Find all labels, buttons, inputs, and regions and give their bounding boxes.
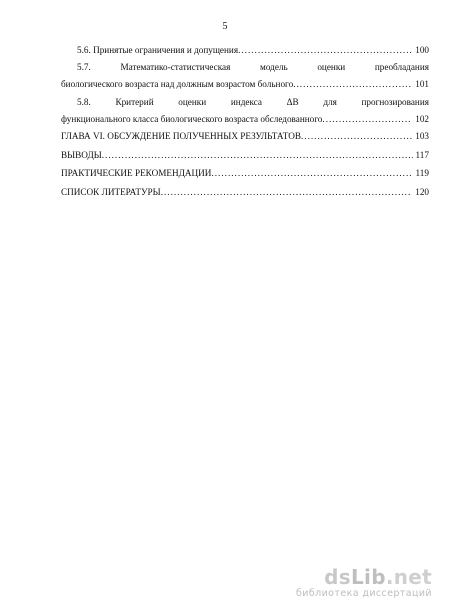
toc-entry-5-8[interactable]	[61, 96, 429, 126]
leader-dots	[293, 78, 412, 91]
toc-page-number: 103	[415, 131, 429, 141]
leader-dots	[161, 186, 413, 199]
toc-entry-line	[61, 61, 429, 74]
toc-entry-title: функционального класса биологического возраста обследованного	[61, 114, 323, 124]
toc-entry-title: ГЛАВА VI. ОБСУЖДЕНИЕ ПОЛУЧЕННЫХ РЕЗУЛЬТАТОВ	[61, 131, 301, 141]
toc-word: оценки	[178, 97, 207, 107]
leader-dots	[102, 149, 413, 162]
toc-word: ΔВ	[286, 97, 299, 107]
toc-word: оценки	[317, 62, 346, 72]
logo-ds: ds	[324, 565, 351, 589]
dslib-logo	[296, 566, 432, 588]
leader-dots	[322, 113, 412, 126]
page-number: 5	[222, 21, 228, 32]
leader-dots	[238, 44, 412, 57]
logo-net: .net	[385, 565, 432, 589]
toc-word: Математико-статистическая	[120, 62, 231, 72]
toc-entry-title: СПИСОК ЛИТЕРАТУРЫ	[61, 187, 161, 197]
toc-word: модель	[260, 62, 288, 72]
toc-word: индекса	[230, 97, 262, 107]
toc-entry-title: ПРАКТИЧЕСКИЕ РЕКОМЕНДАЦИИ	[61, 168, 212, 178]
toc-word: преобладания	[374, 62, 429, 72]
toc-page-number: 119	[415, 168, 429, 178]
toc-entry-references[interactable]	[61, 186, 429, 199]
toc-word: прогнозирования	[361, 97, 429, 107]
toc-word: 5.8.	[77, 97, 91, 107]
toc-entry-5-6[interactable]	[77, 44, 429, 57]
leader-dots	[301, 130, 412, 143]
toc-page-number: 102	[415, 114, 429, 124]
toc-entry-5-7[interactable]	[61, 61, 429, 91]
toc-entry-line	[61, 96, 429, 109]
toc-page-number: 117	[415, 150, 429, 160]
toc-entry-conclusions[interactable]	[61, 149, 429, 162]
toc-entry-recommendations[interactable]	[61, 167, 429, 180]
toc-page-number: 101	[415, 79, 429, 89]
toc-entry-title: биологического возраста над должным возрастом больного	[61, 79, 294, 89]
toc-entry-line	[61, 113, 429, 126]
toc-entry-title: 5.6. Принятые ограничения и допущения	[77, 45, 239, 55]
toc-entry-line	[61, 78, 429, 91]
toc-entry-title: ВЫВОДЫ	[61, 150, 102, 160]
leader-dots	[211, 167, 412, 180]
toc-page-number: 100	[415, 45, 429, 55]
toc-word: для	[323, 97, 337, 107]
toc-entry-chapter-6[interactable]	[61, 130, 429, 143]
toc-word: Критерий	[115, 97, 154, 107]
toc-page-number: 120	[415, 187, 429, 197]
toc-word: 5.7.	[77, 62, 91, 72]
logo-lib: Lib	[351, 565, 386, 589]
dslib-watermark	[296, 566, 432, 600]
watermark-tagline: библиотека диссертаций	[296, 588, 432, 599]
